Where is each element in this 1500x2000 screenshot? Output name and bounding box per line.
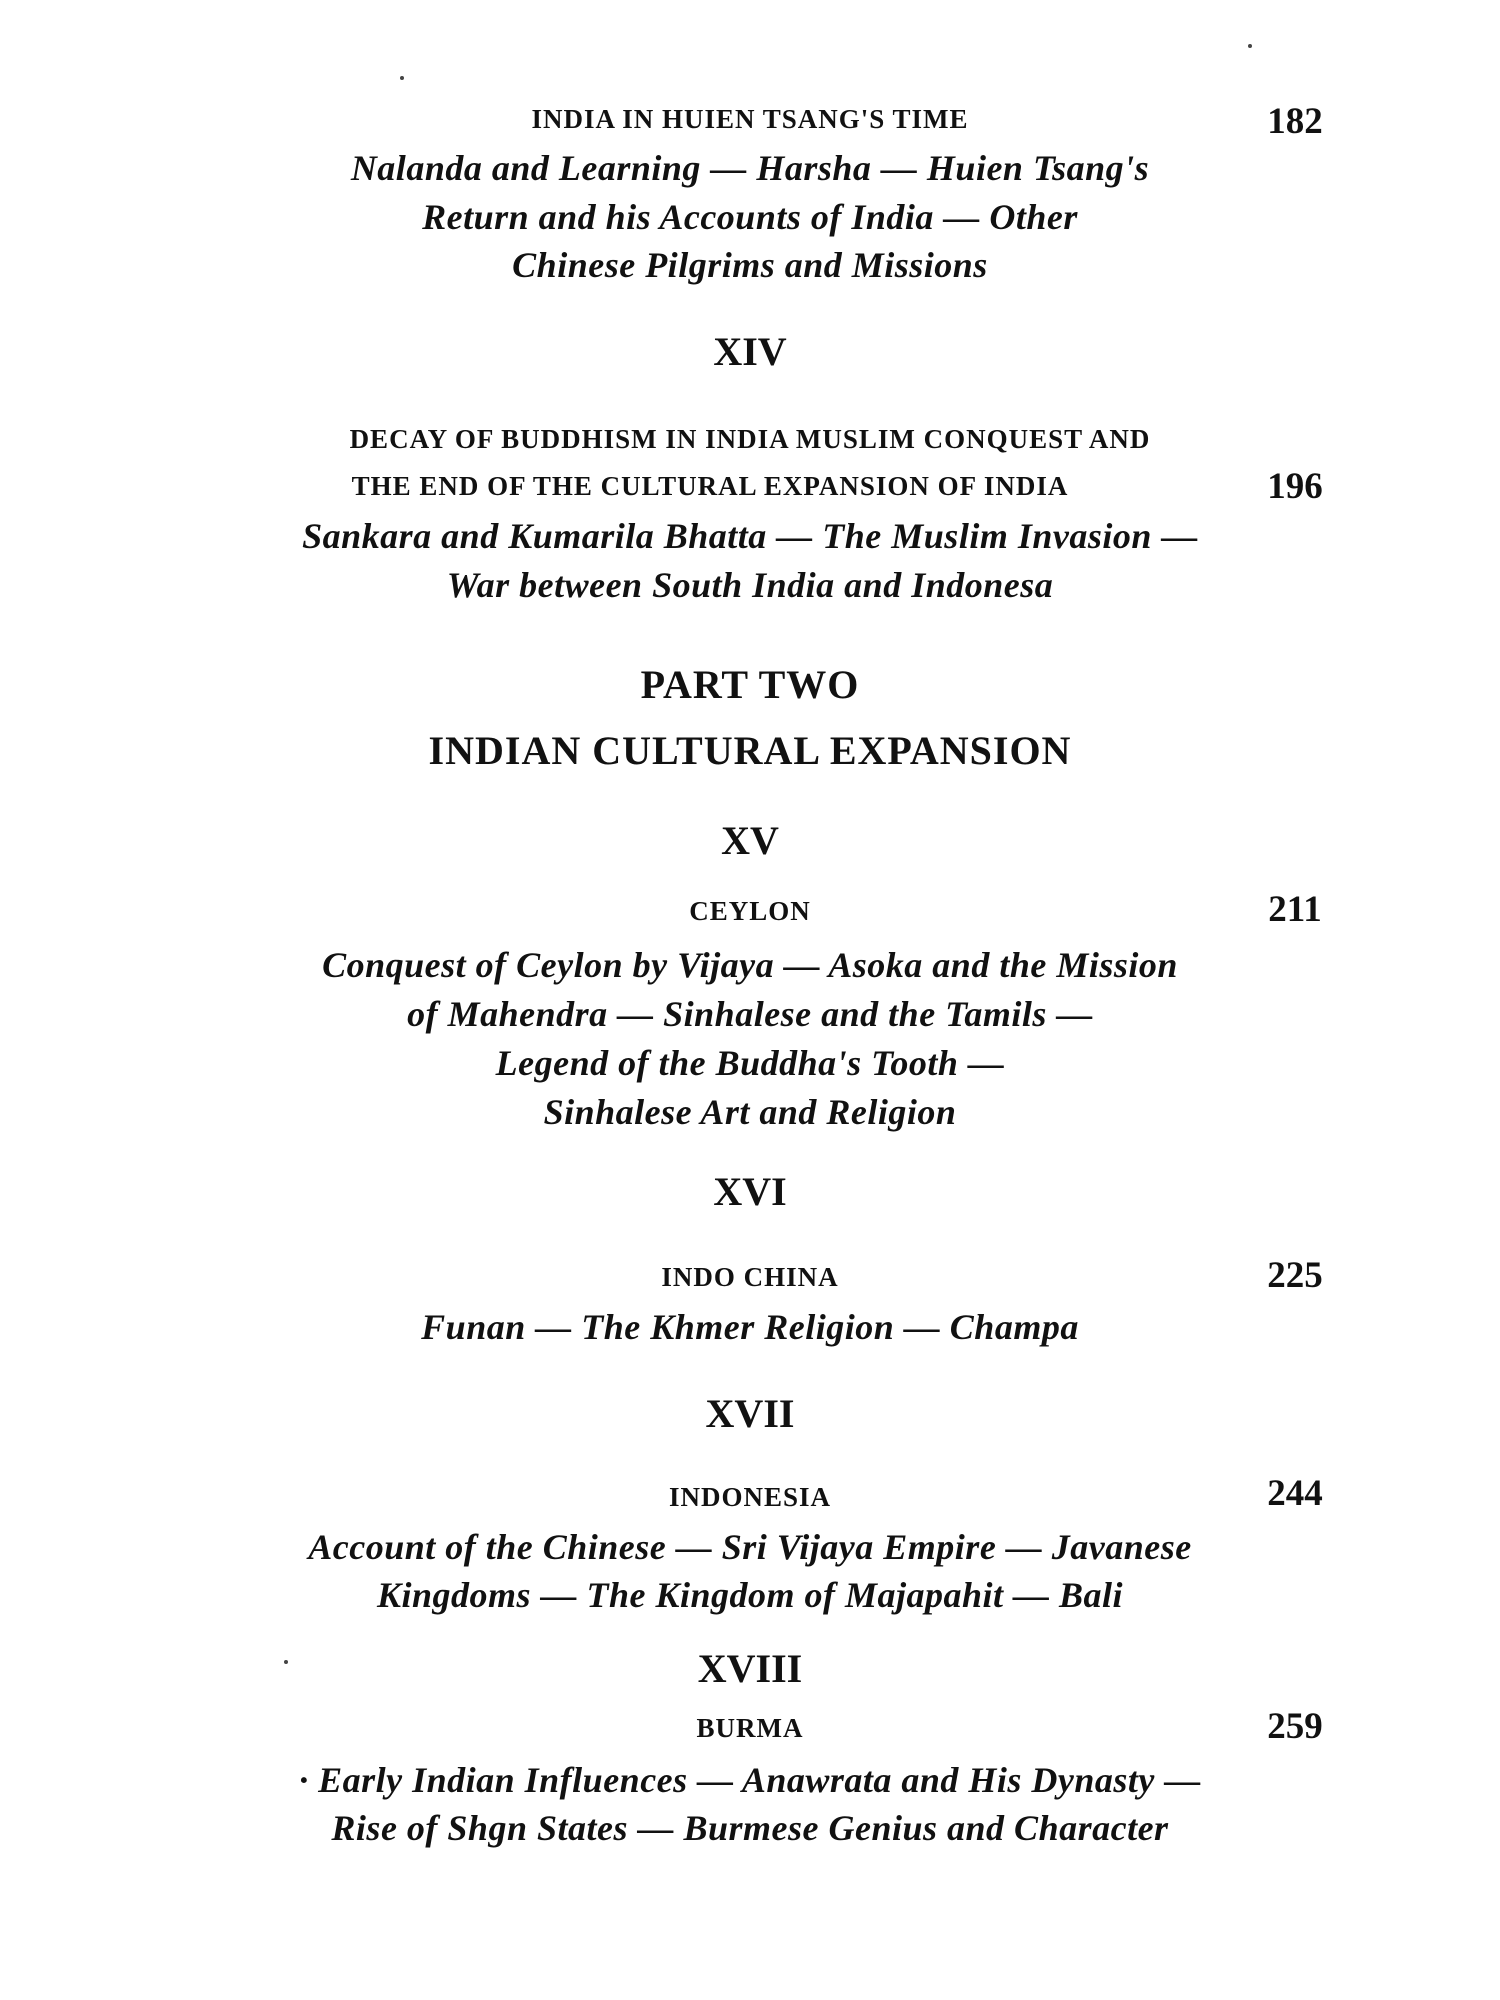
part-label: PART TWO xyxy=(640,662,860,707)
chapter-numeral: XVIII xyxy=(697,1646,803,1691)
chapter-summary-line: Kingdoms — The Kingdom of Majapahit — Bali xyxy=(376,1575,1124,1615)
chapter-numeral: XV xyxy=(721,818,779,863)
chapter-summary-line: Chinese Pilgrims and Missions xyxy=(512,245,988,285)
chapter-summary-line: War between South India and Indonesa xyxy=(446,565,1054,605)
scan-speck xyxy=(284,1660,288,1664)
page-number: 211 xyxy=(1268,889,1322,930)
chapter-title: DECAY OF BUDDHISM IN INDIA MUSLIM CONQUEST AND xyxy=(349,424,1151,454)
chapter-summary-line: Nalanda and Learning — Harsha — Huien Tsang's xyxy=(350,148,1150,188)
page-number: 259 xyxy=(1267,1706,1323,1747)
part-title: INDIAN CULTURAL EXPANSION xyxy=(428,728,1072,773)
chapter-title: CEYLON xyxy=(689,896,811,926)
chapter-numeral: XVI xyxy=(713,1169,787,1214)
scan-speck xyxy=(1248,44,1252,48)
chapter-numeral: XVII xyxy=(705,1391,795,1436)
chapter-summary-line: Rise of Shgn States — Burmese Genius and Character xyxy=(331,1808,1169,1848)
chapter-summary-line: of Mahendra — Sinhalese and the Tamils — xyxy=(407,994,1093,1034)
chapter-summary-line: · Early Indian Influences — Anawrata and His Dynasty — xyxy=(299,1760,1201,1800)
chapter-summary-line: Conquest of Ceylon by Vijaya — Asoka and the Mission xyxy=(322,945,1178,985)
chapter-title: INDONESIA xyxy=(668,1482,832,1512)
scan-speck xyxy=(400,76,404,80)
page-number: 196 xyxy=(1267,466,1323,507)
chapter-summary-line: Sinhalese Art and Religion xyxy=(543,1092,957,1132)
page-number: 225 xyxy=(1267,1255,1323,1296)
chapter-title: BURMA xyxy=(696,1713,804,1743)
chapter-title: THE END OF THE CULTURAL EXPANSION OF INDIA xyxy=(351,471,1069,501)
chapter-summary-line: Sankara and Kumarila Bhatta — The Muslim Invasion — xyxy=(302,516,1198,556)
page-number: 182 xyxy=(1267,101,1323,142)
chapter-summary-line: Funan — The Khmer Religion — Champa xyxy=(421,1307,1079,1347)
chapter-title: INDIA IN HUIEN TSANG'S TIME xyxy=(531,104,969,134)
chapter-title: INDO CHINA xyxy=(661,1262,839,1292)
chapter-numeral: XIV xyxy=(713,329,787,374)
chapter-summary-line: Legend of the Buddha's Tooth — xyxy=(495,1043,1005,1083)
chapter-summary-line: Account of the Chinese — Sri Vijaya Empire — Javanese xyxy=(308,1527,1192,1567)
page-number: 244 xyxy=(1267,1473,1323,1514)
chapter-summary-line: Return and his Accounts of India — Other xyxy=(422,197,1078,237)
